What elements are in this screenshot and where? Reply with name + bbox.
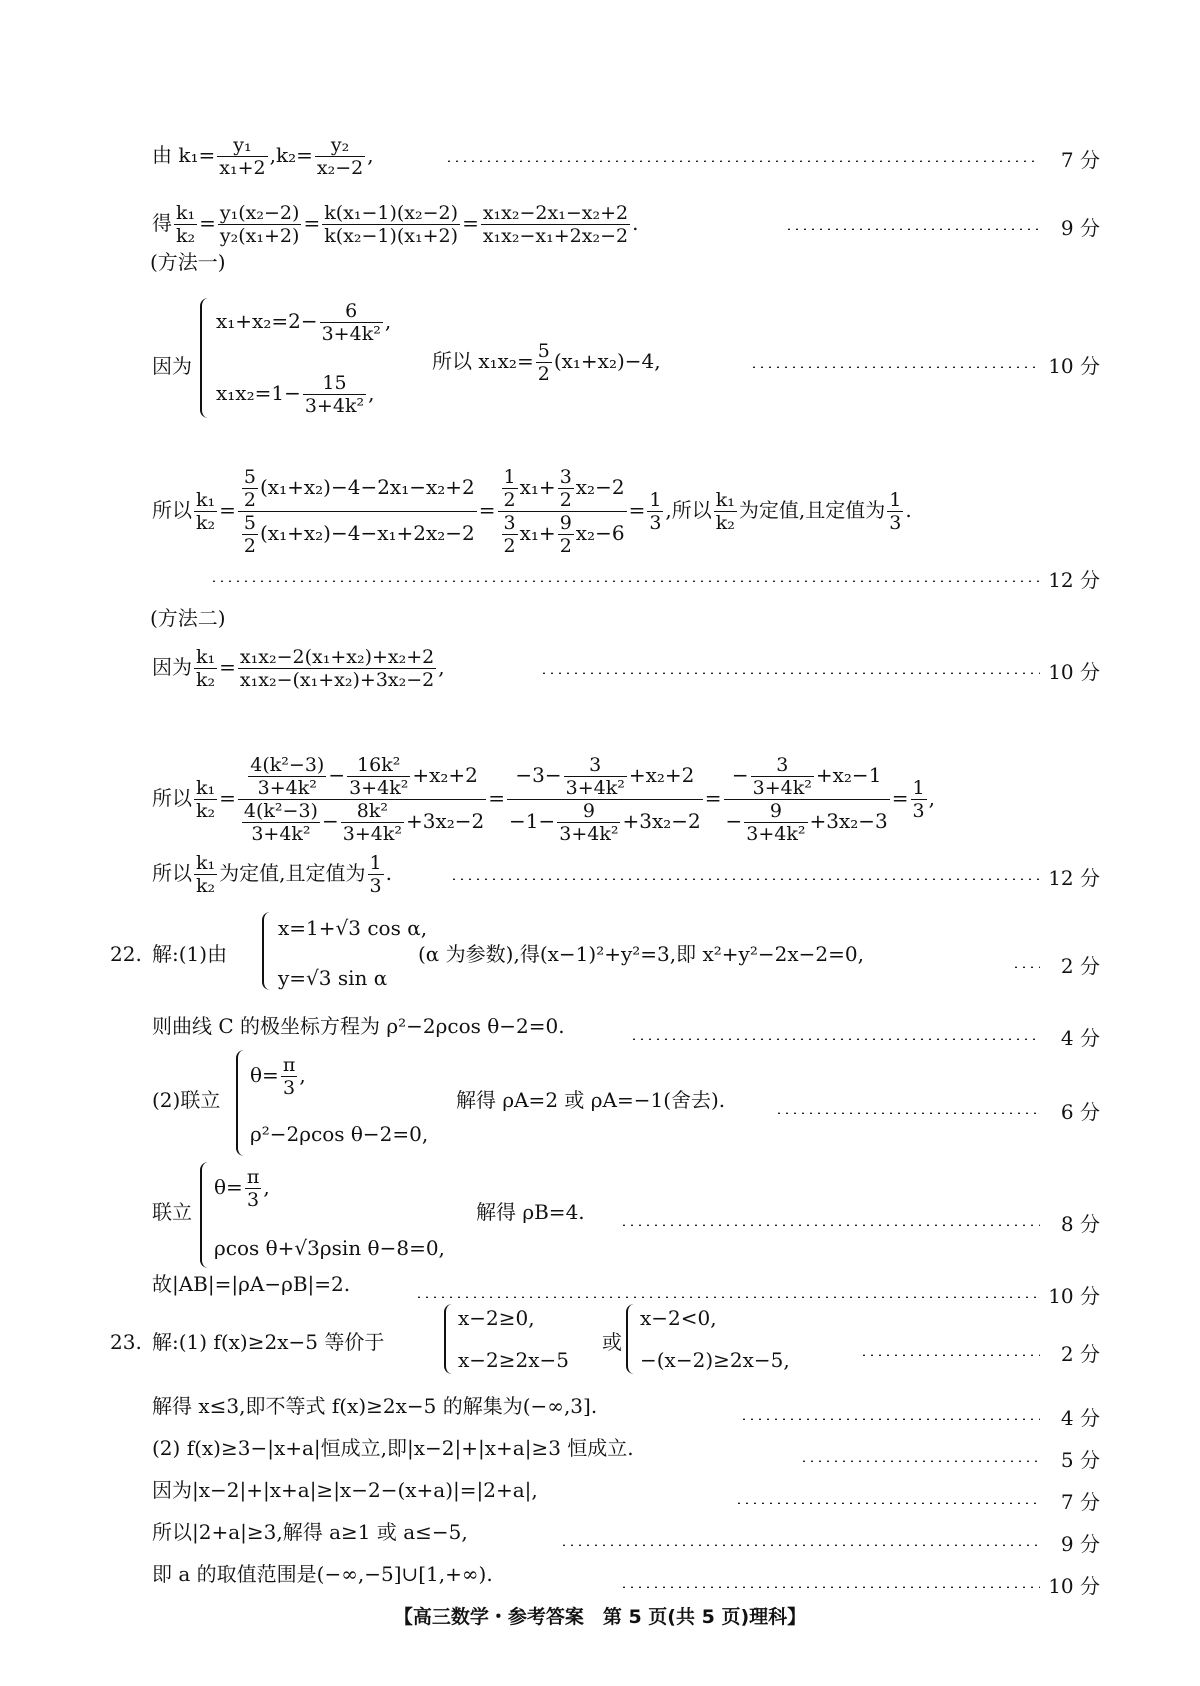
denominator: 3+4k² bbox=[342, 823, 402, 845]
fraction bbox=[558, 512, 574, 557]
fraction bbox=[322, 202, 460, 247]
parametric-y: y=√3 sin α bbox=[278, 966, 388, 990]
line-ab-distance: 故|AB|=|ρA−ρB|=2. bbox=[152, 1272, 351, 1296]
text: − bbox=[725, 809, 743, 833]
denominator: 3+4k² bbox=[565, 777, 625, 799]
numerator: 1 bbox=[649, 489, 662, 511]
numerator: 6 bbox=[320, 300, 383, 323]
numerator: y₁ bbox=[217, 134, 267, 157]
fraction bbox=[242, 512, 258, 557]
left-brace bbox=[262, 912, 274, 990]
numerator: y₁(x₂−2) bbox=[219, 202, 300, 224]
line-method-two-substitution: 所以 $\frac{\text{k₁}}{\text{k₂}}$ = $\frac{\text{4(k²−3)}}{\text{3+4k²}}$ − $\frac{\text{16k²}}{\text{3+4k²}}$ +x₂+2 $\frac{\text{4(k²−3)}}{\text{3+4k²}}$ − $\frac{\text{8k²}}{\text{3+4k²}}$ +3x₂−2 = −3− $\frac{3}{\text{3+4k²}}$ +x₂+2 −1− $\frac{9}{\text{3+4k²}}$ +3x₂−2 = − $\frac{3}{\text{3+4k²}}$ +x₂−1 − $\frac{9}{\text{3+4k²}}$ +3x₂−3 = $\frac{1}{3}$ , bbox=[152, 754, 935, 845]
fraction bbox=[751, 754, 814, 799]
score: 12 分 bbox=[1048, 866, 1100, 890]
denominator: 3 bbox=[649, 512, 662, 534]
numerator: k(x₁−1)(x₂−2) bbox=[324, 202, 459, 224]
system-eq-product bbox=[216, 372, 374, 417]
left-brace bbox=[200, 1162, 212, 1268]
numerator: 4(k²−3) bbox=[250, 754, 325, 776]
numerator: 5 bbox=[243, 466, 256, 488]
numerator: 5 bbox=[537, 340, 550, 362]
denominator: x₁x₂−(x₁+x₂)+3x₂−2 bbox=[239, 669, 435, 691]
denominator: k₂ bbox=[715, 512, 735, 534]
text: x₁+ bbox=[519, 521, 556, 545]
fraction bbox=[281, 1054, 298, 1099]
dot-leader bbox=[735, 1502, 1040, 1504]
question-number-23: 23. bbox=[110, 1330, 142, 1354]
text: , bbox=[367, 143, 374, 167]
line-method-two-conclusion bbox=[152, 852, 392, 897]
question-number-22: 22. bbox=[110, 942, 142, 966]
text: ,所以 bbox=[665, 498, 712, 522]
dot-leader bbox=[540, 672, 1040, 674]
text: −3− bbox=[515, 763, 562, 787]
dot-leader bbox=[785, 228, 1040, 230]
dot-leader bbox=[210, 580, 1040, 582]
denominator: x₁+2 bbox=[219, 157, 266, 179]
case-two-condition: x−2<0, bbox=[640, 1306, 717, 1330]
score: 6 分 bbox=[1060, 1100, 1100, 1124]
denominator: 2 bbox=[243, 489, 256, 511]
left-brace bbox=[626, 1304, 638, 1374]
text: . bbox=[385, 861, 392, 885]
denominator: (x₁+x₂)−4−x₁+2x₂−2 bbox=[260, 521, 475, 545]
fraction bbox=[238, 646, 436, 691]
score: 10 分 bbox=[1048, 354, 1100, 378]
score: 12 分 bbox=[1048, 568, 1100, 592]
fraction bbox=[217, 134, 267, 179]
text: x₂−2 bbox=[575, 475, 625, 499]
text: 联立 bbox=[152, 1200, 192, 1224]
numerator: 9 bbox=[559, 512, 572, 534]
text: 所以 x₁x₂= bbox=[432, 349, 534, 373]
numerator: 1 bbox=[369, 852, 382, 874]
dot-leader bbox=[630, 1038, 1040, 1040]
fraction bbox=[558, 466, 574, 511]
fraction bbox=[194, 852, 217, 897]
denominator: 3+4k² bbox=[321, 323, 381, 345]
fraction bbox=[536, 340, 552, 385]
denominator: x₂−2 bbox=[316, 157, 364, 179]
text: 得 bbox=[152, 211, 172, 235]
line-polar-equation: 则曲线 C 的极坐标方程为 ρ²−2ρcos θ−2=0. bbox=[152, 1014, 565, 1038]
text: , bbox=[299, 1063, 306, 1087]
text: 所以 bbox=[152, 786, 192, 810]
text: +x₂−1 bbox=[815, 763, 882, 787]
left-brace bbox=[200, 298, 212, 418]
text: θ= bbox=[214, 1175, 243, 1199]
left-brace bbox=[236, 1050, 248, 1156]
big-fraction bbox=[724, 754, 890, 845]
line-triangle-inequality: 因为|x−2|+|x+a|≥|x−2−(x+a)|=|2+a|, bbox=[152, 1478, 538, 1502]
fraction bbox=[218, 202, 302, 247]
dot-leader bbox=[445, 160, 1040, 162]
numerator: x₁x₂−2x₁−x₂+2 bbox=[482, 202, 629, 224]
denominator: k₂ bbox=[196, 800, 216, 822]
text: +3x₂−3 bbox=[809, 809, 888, 833]
denominator: k₂ bbox=[196, 669, 216, 691]
big-fraction: $\frac{\text{4(k²−3)}}{\text{3+4k²}}$ − $\frac{\text{16k²}}{\text{3+4k²}}$ +x₂+2 $\frac{\text{4(k²−3)}}{\text{3+4k²}}$ − $\frac{\text{8k²}}{\text{3+4k²}}$ +3x₂−2 bbox=[238, 754, 486, 845]
numerator: 16k² bbox=[347, 754, 410, 777]
fraction bbox=[242, 800, 320, 845]
text: . bbox=[905, 498, 912, 522]
text: 为定值,且定值为 bbox=[738, 498, 886, 522]
numerator: 9 bbox=[744, 800, 807, 823]
line-cartesian-equation: (α 为参数),得(x−1)²+y²=3,即 x²+y²−2x−2=0, bbox=[418, 942, 864, 966]
text: 所以 bbox=[152, 498, 192, 522]
score: 7 分 bbox=[1060, 1490, 1100, 1514]
page-footer: 【高三数学・参考答案 第 5 页(共 5 页)理科】 bbox=[393, 1606, 807, 1628]
line-k-definitions bbox=[152, 134, 374, 179]
fraction bbox=[744, 800, 807, 845]
fraction bbox=[502, 512, 518, 557]
method-one-heading: (方法一) bbox=[150, 250, 226, 274]
numerator: k₁ bbox=[196, 852, 216, 874]
score: 2 分 bbox=[1060, 1342, 1100, 1366]
line-a-solution: 所以|2+a|≥3,解得 a≥1 或 a≤−5, bbox=[152, 1520, 468, 1544]
denominator: 3+4k² bbox=[251, 823, 311, 845]
line-method-one-result: 所以 $\frac{\text{k₁}}{\text{k₂}}$ = $\frac{5}{2}$ (x₁+x₂)−4−2x₁−x₂+2 $\frac{5}{2}$ (x₁+x₂)−4−x₁+2x₂−2 = $\frac{1}{2}$ x₁+ $\frac{3}{2}$ x₂−2 $\frac{3}{2}$ x₁+ $\frac{9}{2}$ x₂−6 = $\frac{1}{3}$ ,所以 $\frac{\text{k₁}}{\text{k₂}}$ 为定值,且定值为 $\frac{1}{3}$ . bbox=[152, 466, 912, 557]
denominator: 2 bbox=[537, 363, 550, 385]
big-fraction bbox=[498, 466, 627, 557]
denominator: 3 bbox=[889, 512, 902, 534]
numerator: 4(k²−3) bbox=[243, 800, 318, 822]
big-fraction bbox=[507, 754, 703, 845]
fraction bbox=[245, 1166, 262, 1211]
line-product-relation bbox=[432, 340, 661, 385]
text: − bbox=[731, 763, 749, 787]
numerator: 3 bbox=[503, 512, 516, 534]
text: ,k₂= bbox=[269, 143, 313, 167]
text: , bbox=[928, 786, 935, 810]
denominator: 3 bbox=[912, 800, 925, 822]
numerator: k₁ bbox=[176, 202, 196, 224]
score: 9 分 bbox=[1060, 216, 1100, 240]
text: , bbox=[384, 309, 392, 333]
text: 解:(1)由 bbox=[152, 942, 228, 966]
system-eq-polar-curve: ρ²−2ρcos θ−2=0, bbox=[250, 1122, 429, 1146]
denominator: k₂ bbox=[196, 512, 216, 534]
numerator: k₁ bbox=[715, 489, 735, 511]
fraction bbox=[194, 489, 217, 534]
big-fraction bbox=[238, 466, 477, 557]
fraction bbox=[242, 466, 258, 511]
numerator: y₂ bbox=[315, 134, 365, 157]
dot-leader bbox=[740, 1418, 1040, 1420]
fraction bbox=[557, 800, 620, 845]
system-eq-polar-line: ρcos θ+√3ρsin θ−8=0, bbox=[214, 1236, 445, 1260]
text: x₁x₂=1− bbox=[216, 381, 301, 405]
line-always-holds: (2) f(x)≥3−|x+a|恒成立,即|x−2|+|x+a|≥3 恒成立. bbox=[152, 1436, 634, 1460]
score: 10 分 bbox=[1048, 1574, 1100, 1598]
fraction bbox=[174, 202, 197, 247]
denominator: x₁x₂−x₁+2x₂−2 bbox=[482, 225, 629, 247]
numerator: π bbox=[246, 1166, 260, 1188]
fraction bbox=[194, 646, 217, 691]
numerator: k₁ bbox=[196, 489, 216, 511]
score: 10 分 bbox=[1048, 660, 1100, 684]
denominator: 3+4k² bbox=[349, 777, 409, 799]
text: , bbox=[368, 381, 375, 405]
denominator: k₂ bbox=[176, 225, 196, 247]
numerator: 3 bbox=[559, 466, 572, 488]
dot-leader bbox=[775, 1112, 1040, 1114]
system-eq-theta bbox=[214, 1166, 270, 1211]
dot-leader bbox=[860, 1354, 1040, 1356]
text: 为定值,且定值为 bbox=[219, 861, 366, 885]
numerator: π bbox=[282, 1054, 296, 1076]
numerator: 5 bbox=[243, 512, 256, 534]
text: , bbox=[438, 655, 445, 679]
denominator: 2 bbox=[503, 535, 516, 557]
fraction bbox=[368, 852, 384, 897]
fraction bbox=[303, 372, 366, 417]
fraction bbox=[320, 300, 383, 345]
numerator: 3 bbox=[564, 754, 627, 777]
text: +x₂+2 bbox=[628, 763, 695, 787]
line-ratio-expansion: 得 $\frac{\text{k₁}}{\text{k₂}}$ = $\frac{\text{y₁(x₂−2)}}{\text{y₂(x₁+2)}}$ = $\frac{\text{k(x₁−1)(x₂−2)}}{\text{k(x₂−1)(x₁+2)}}$ = $\frac{\text{x₁x₂−2x₁−x₂+2}}{\text{x₁x₂−x₁+2x₂−2}}$ . bbox=[152, 202, 639, 247]
score: 5 分 bbox=[1060, 1448, 1100, 1472]
numerator: 1 bbox=[503, 466, 516, 488]
text: 所以 bbox=[152, 861, 192, 885]
fraction bbox=[714, 489, 737, 534]
line-solution-set: 解得 x≤3,即不等式 f(x)≥2x−5 的解集为(−∞,3]. bbox=[152, 1394, 598, 1418]
denominator: 2 bbox=[243, 535, 256, 557]
dot-leader bbox=[750, 366, 1040, 368]
line-method-two-ratio: 因为 $\frac{\text{k₁}}{\text{k₂}}$ = $\frac{\text{x₁x₂−2(x₁+x₂)+x₂+2}}{\text{x₁x₂−(x₁+x₂)+3x₂−2}}$ , bbox=[152, 646, 445, 691]
numerator: (x₁+x₂)−4−2x₁−x₂+2 bbox=[260, 475, 475, 499]
text: 解:(1) f(x)≥2x−5 等价于 bbox=[152, 1330, 385, 1354]
score: 9 分 bbox=[1060, 1532, 1100, 1556]
dot-leader bbox=[415, 1296, 1040, 1298]
denominator: y₂(x₁+2) bbox=[219, 225, 300, 247]
text: 由 k₁= bbox=[152, 143, 216, 167]
denominator: 3 bbox=[369, 875, 382, 897]
denominator: 3+4k² bbox=[746, 823, 806, 845]
line-rho-a: 解得 ρA=2 或 ρA=−1(舍去). bbox=[456, 1088, 726, 1112]
text: (2)联立 bbox=[152, 1088, 221, 1112]
numerator: k₁ bbox=[196, 646, 216, 668]
denominator: 2 bbox=[559, 535, 572, 557]
denominator: 3+4k² bbox=[304, 395, 365, 417]
denominator: k(x₂−1)(x₁+2) bbox=[324, 225, 459, 247]
dot-leader bbox=[450, 878, 1040, 880]
fraction bbox=[647, 489, 663, 534]
numerator: x₁x₂−2(x₁+x₂)+x₂+2 bbox=[239, 646, 435, 668]
text: 因为 bbox=[152, 354, 192, 378]
method-two-heading: (方法二) bbox=[150, 606, 226, 630]
numerator: 1 bbox=[912, 777, 925, 799]
denominator: 3+4k² bbox=[752, 777, 812, 799]
fraction bbox=[347, 754, 410, 799]
line-a-range: 即 a 的取值范围是(−∞,−5]∪[1,+∞). bbox=[152, 1562, 493, 1586]
system-eq-sum bbox=[216, 300, 391, 345]
text: , bbox=[263, 1175, 270, 1199]
numerator: 8k² bbox=[341, 800, 404, 823]
text: +x₂+2 bbox=[412, 763, 478, 787]
denominator: 3+4k² bbox=[559, 823, 619, 845]
text: −1− bbox=[509, 809, 556, 833]
text: x₁+ bbox=[519, 475, 556, 499]
system-eq-theta bbox=[250, 1054, 306, 1099]
case-one-inequality: x−2≥2x−5 bbox=[458, 1348, 570, 1372]
numerator: k₁ bbox=[196, 777, 216, 799]
text: θ= bbox=[250, 1063, 279, 1087]
text: 或 bbox=[602, 1330, 622, 1354]
dot-leader bbox=[800, 1460, 1040, 1462]
fraction bbox=[502, 466, 518, 511]
case-one-condition: x−2≥0, bbox=[458, 1306, 535, 1330]
fraction bbox=[248, 754, 326, 799]
parametric-x: x=1+√3 cos α, bbox=[278, 916, 428, 940]
denominator: 2 bbox=[503, 489, 516, 511]
denominator: k₂ bbox=[196, 875, 216, 897]
text: x₂−6 bbox=[575, 521, 625, 545]
fraction bbox=[887, 489, 903, 534]
fraction bbox=[481, 202, 630, 247]
text: 因为 bbox=[152, 655, 192, 679]
dot-leader bbox=[560, 1544, 1040, 1546]
denominator: 2 bbox=[559, 489, 572, 511]
numerator: 9 bbox=[557, 800, 620, 823]
dot-leader bbox=[620, 1224, 1040, 1226]
score: 8 分 bbox=[1060, 1212, 1100, 1236]
fraction bbox=[341, 800, 404, 845]
fraction bbox=[911, 777, 927, 822]
denominator: 3 bbox=[283, 1077, 296, 1099]
score: 10 分 bbox=[1048, 1284, 1100, 1308]
case-two-inequality: −(x−2)≥2x−5, bbox=[640, 1348, 790, 1372]
fraction bbox=[564, 754, 627, 799]
numerator: 15 bbox=[303, 372, 366, 395]
score: 2 分 bbox=[1060, 954, 1100, 978]
line-rho-b: 解得 ρB=4. bbox=[476, 1200, 585, 1224]
fraction bbox=[194, 777, 217, 822]
left-brace bbox=[444, 1304, 456, 1374]
dot-leader bbox=[1012, 966, 1040, 968]
score: 4 分 bbox=[1060, 1406, 1100, 1430]
dot-leader bbox=[620, 1586, 1040, 1588]
text: x₁+x₂=2− bbox=[216, 309, 318, 333]
numerator: 1 bbox=[889, 489, 902, 511]
text: (x₁+x₂)−4, bbox=[553, 349, 661, 373]
numerator: 3 bbox=[751, 754, 814, 777]
score: 7 分 bbox=[1060, 148, 1100, 172]
denominator: 3+4k² bbox=[257, 777, 317, 799]
text: +3x₂−2 bbox=[622, 809, 701, 833]
fraction bbox=[315, 134, 365, 179]
text: +3x₂−2 bbox=[405, 809, 485, 833]
denominator: 3 bbox=[247, 1189, 260, 1211]
score: 4 分 bbox=[1060, 1026, 1100, 1050]
